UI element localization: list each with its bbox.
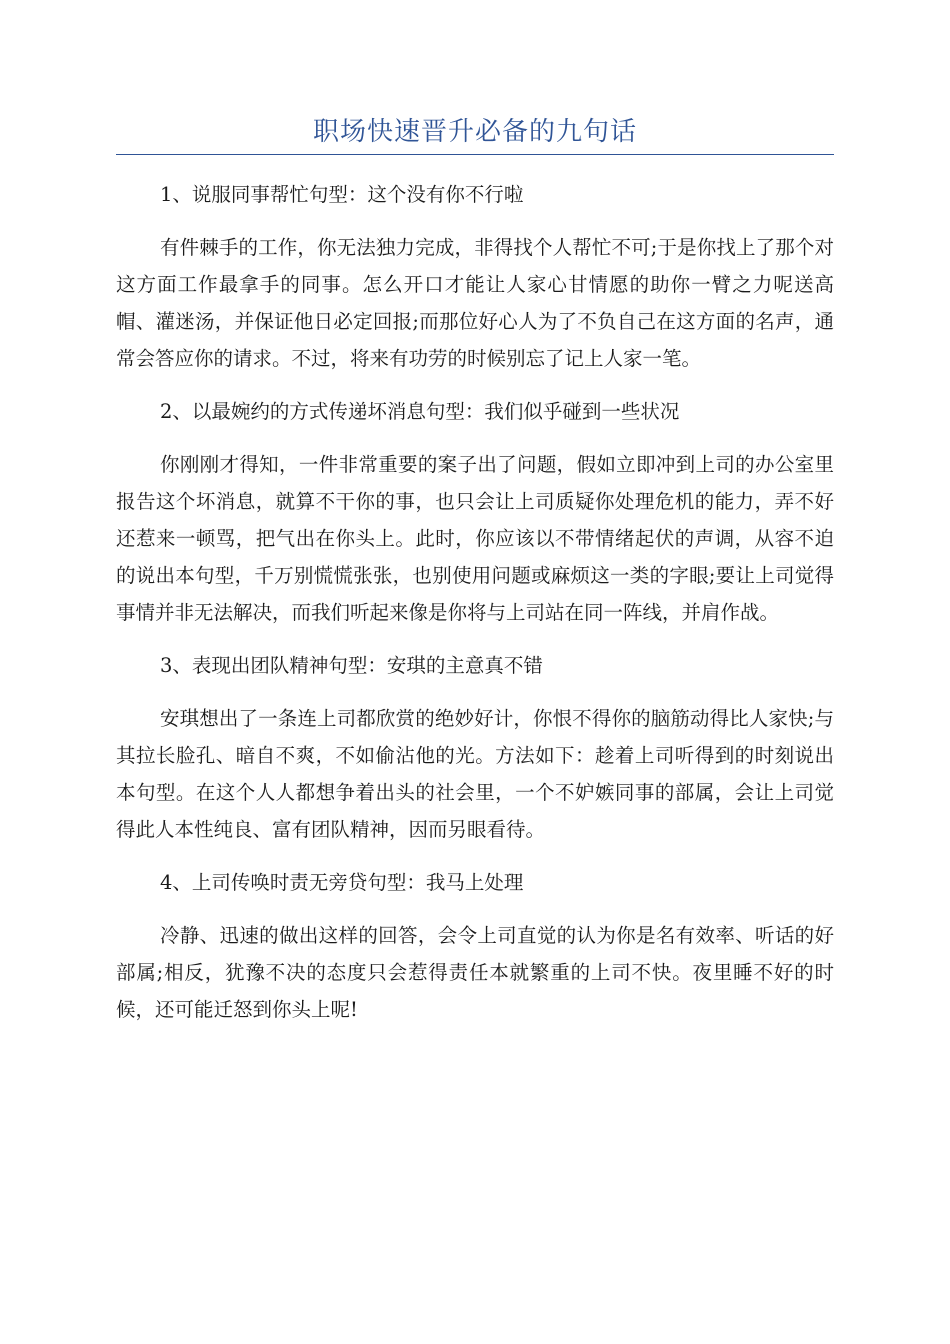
section-paragraph-2: 你刚刚才得知，一件非常重要的案子出了问题，假如立即冲到上司的办公室里报告这个坏消息，就算不干你的事，也只会让上司质疑你处理危机的能力，弄不好还惹来一顿骂，把气出在你头上。此时，你应该以不带情绪起伏的声调，从容不迫的说出本句型，千万别慌慌张张，也别使用问题或麻烦这一类的字眼;要让上司觉得事情并非无法解决，而我们听起来像是你将与上司站在同一阵线，并肩作战。	[116, 453, 834, 624]
document-body	[116, 176, 834, 1044]
section-heading-2: 2、以最婉约的方式传递坏消息句型：我们似乎碰到一些状况	[160, 400, 680, 423]
section-heading-4: 4、上司传唤时责无旁贷句型：我马上处理	[160, 871, 524, 894]
section-heading-1: 1、说服同事帮忙句型：这个没有你不行啦	[160, 183, 524, 206]
page-title: 职场快速晋升必备的九句话	[312, 117, 637, 147]
section-paragraph-1: 有件棘手的工作，你无法独力完成，非得找个人帮忙不可;于是你找上了那个对这方面工作最拿手的同事。怎么开口才能让人家心甘情愿的助你一臂之力呢送高帽、灌迷汤，并保证他日必定回报;而那位好心人为了不负自己在这方面的名声，通常会答应你的请求。不过，将来有功劳的时候别忘了记上人家一笔。	[116, 236, 834, 370]
title-underline	[116, 154, 834, 155]
section-paragraph-3: 安琪想出了一条连上司都欣赏的绝妙好计，你恨不得你的脑筋动得比人家快;与其拉长脸孔、暗自不爽，不如偷沾他的光。方法如下：趁着上司听得到的时刻说出本句型。在这个人人都想争着出头的社会里，一个不妒嫉同事的部属，会让上司觉得此人本性纯良、富有团队精神，因而另眼看待。	[116, 707, 834, 841]
section-heading-3: 3、表现出团队精神句型：安琪的主意真不错	[160, 654, 543, 677]
section-paragraph-4: 冷静、迅速的做出这样的回答，会令上司直觉的认为你是名有效率、听话的好部属;相反，犹豫不决的态度只会惹得责任本就繁重的上司不快。夜里睡不好的时候，还可能迁怒到你头上呢!	[116, 924, 834, 1021]
